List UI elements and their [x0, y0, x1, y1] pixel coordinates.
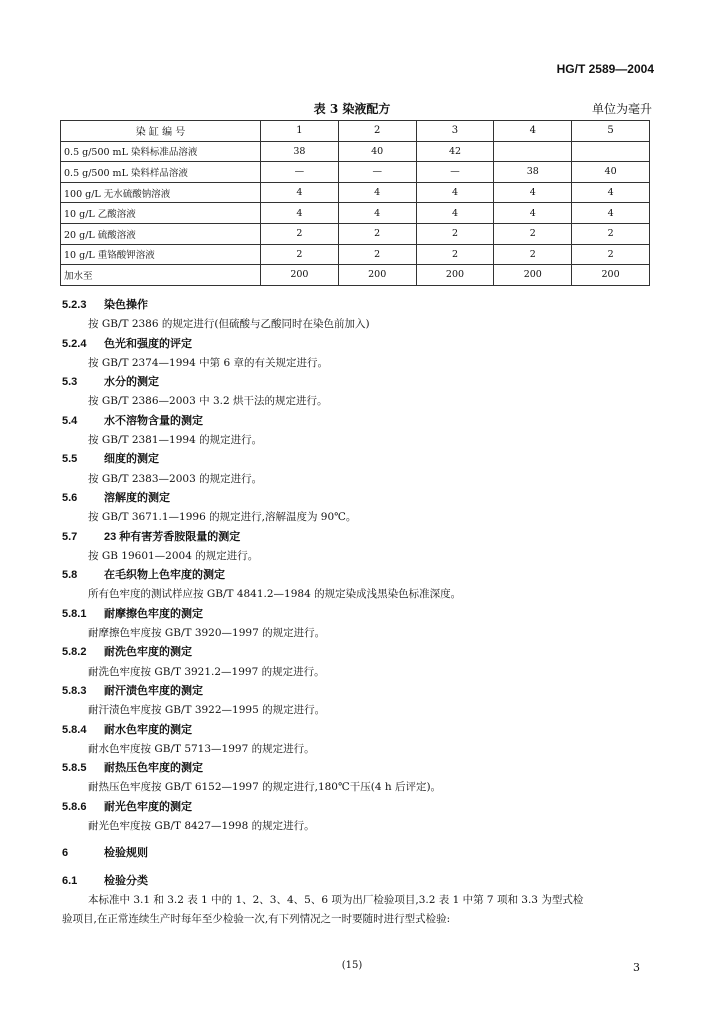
section-text: 按 GB/T 2374—1994 中第 6 章的有关规定进行。 [88, 356, 328, 369]
chapter-heading [62, 844, 662, 863]
table-cell: 2 [416, 223, 494, 244]
table-cell: 4 [572, 203, 650, 224]
section-heading [62, 682, 662, 701]
section-number: 5.8.1 [62, 607, 87, 620]
page-number: 3 [633, 961, 640, 974]
table-cell: 2 [494, 223, 572, 244]
table-cell: 4 [338, 182, 416, 203]
row-label: 20 g/L 硫酸溶液 [61, 223, 261, 244]
table-cell: 2 [261, 244, 339, 265]
section-text: 所有色牢度的测试样应按 GB/T 4841.2—1984 的规定染成浅黑染色标准深度。 [88, 588, 462, 601]
table-row [61, 265, 650, 286]
dye-recipe-table [60, 120, 650, 286]
section-heading [62, 412, 662, 431]
table-cell: 40 [338, 141, 416, 162]
section-heading [62, 872, 662, 891]
row-label: 0.5 g/500 mL 染料标准品溶液 [61, 141, 261, 162]
section-title: 23 种有害芳香胺限量的测定 [104, 530, 241, 543]
section-heading [62, 721, 662, 740]
section-number: 5.8.2 [62, 646, 87, 659]
section-heading [62, 566, 662, 585]
table-header-row [61, 121, 650, 142]
table-cell: 2 [572, 244, 650, 265]
table-row [61, 141, 650, 162]
section-number: 5.2.4 [62, 337, 87, 350]
section-text: 耐光色牢度按 GB/T 8427—1998 的规定进行。 [88, 820, 315, 833]
section-text: 按 GB/T 2381—1994 的规定进行。 [88, 434, 263, 447]
section-number: 5.8.3 [62, 684, 87, 697]
section-text: 耐摩擦色牢度按 GB/T 3920—1997 的规定进行。 [88, 627, 326, 640]
table-cell: 4 [572, 182, 650, 203]
column-header: 2 [338, 121, 416, 142]
section-text: 耐热压色牢度按 GB/T 6152—1997 的规定进行,180℃干压(4 h 后评定)。 [88, 781, 442, 794]
section-text: 按 GB/T 3671.1—1996 的规定进行,溶解温度为 90℃。 [88, 511, 357, 524]
section-text: 按 GB 19601—2004 的规定进行。 [88, 549, 259, 562]
section-number: 5.8.6 [62, 800, 87, 813]
section-title: 耐热压色牢度的测定 [104, 762, 203, 775]
section-text-continued: 验项目,在正常连续生产时每年至少检验一次,有下列情况之一时要随时进行型式检验: [62, 913, 451, 926]
section-number: 5.2.3 [62, 299, 87, 311]
section-title: 耐洗色牢度的测定 [104, 646, 192, 659]
table-cell: — [261, 162, 339, 183]
section-title: 水分的测定 [104, 376, 159, 389]
section-title: 染色操作 [104, 299, 148, 311]
table-row [61, 162, 650, 183]
section-text: 耐汗渍色牢度按 GB/T 3922—1995 的规定进行。 [88, 704, 326, 717]
section-number: 5.5 [62, 453, 78, 466]
section-title: 色光和强度的评定 [104, 337, 192, 350]
table-cell: 200 [494, 265, 572, 286]
section-heading [62, 759, 662, 778]
table-cell: 200 [572, 265, 650, 286]
section-heading [62, 450, 662, 469]
document-body [62, 296, 662, 930]
section-title: 溶解度的测定 [104, 491, 170, 504]
section-text: 按 GB/T 2383—2003 的规定进行。 [88, 472, 263, 485]
section-heading [62, 528, 662, 547]
section-title: 水不溶物含量的测定 [104, 414, 203, 427]
row-label: 10 g/L 重铬酸钾溶液 [61, 244, 261, 265]
table-cell: 2 [572, 223, 650, 244]
section-number: 5.4 [62, 414, 78, 427]
section-text: 按 GB/T 2386 的规定进行(但硫酸与乙酸同时在染色前加入) [88, 318, 370, 331]
table-row [61, 203, 650, 224]
section-heading [62, 489, 662, 508]
table-cell: 4 [261, 182, 339, 203]
table-row [61, 244, 650, 265]
table-cell: 200 [416, 265, 494, 286]
section-number: 6.1 [62, 874, 78, 887]
table-row [61, 182, 650, 203]
section-heading [62, 643, 662, 662]
section-number: 5.8 [62, 569, 78, 582]
table-cell: 40 [572, 162, 650, 183]
row-label: 加水至 [61, 265, 261, 286]
chapter-number: 6 [62, 847, 69, 860]
header-label: 染 缸 编 号 [61, 121, 261, 142]
table-cell: 2 [416, 244, 494, 265]
section-number: 5.7 [62, 530, 78, 543]
table-cell: 2 [338, 244, 416, 265]
section-heading [62, 798, 662, 817]
section-number: 5.8.4 [62, 723, 87, 736]
section-text: 耐水色牢度按 GB/T 5713—1997 的规定进行。 [88, 742, 315, 755]
section-title: 耐光色牢度的测定 [104, 800, 192, 813]
row-label: 100 g/L 无水硫酸钠溶液 [61, 182, 261, 203]
table-cell: 4 [494, 203, 572, 224]
row-label: 0.5 g/500 mL 染料样品溶液 [61, 162, 261, 183]
standard-code: HG/T 2589—2004 [556, 62, 654, 76]
column-header: 4 [494, 121, 572, 142]
table-cell: 200 [261, 265, 339, 286]
section-heading [62, 335, 662, 354]
section-number: 5.3 [62, 376, 78, 389]
section-title: 耐汗渍色牢度的测定 [104, 684, 203, 697]
column-header: 1 [261, 121, 339, 142]
column-header: 5 [572, 121, 650, 142]
table-cell: — [338, 162, 416, 183]
section-text: 本标准中 3.1 和 3.2 表 1 中的 1、2、3、4、5、6 项为出厂检验项目,3.2 表 1 中第 7 项和 3.3 为型式检 [88, 893, 584, 906]
footer-center: (15) [341, 960, 363, 971]
section-title: 检验分类 [104, 874, 148, 887]
table-cell: 42 [416, 141, 494, 162]
section-number: 5.6 [62, 491, 78, 504]
table-cell: 4 [261, 203, 339, 224]
table-cell: 2 [338, 223, 416, 244]
table-cell: 200 [338, 265, 416, 286]
table-cell: 4 [416, 182, 494, 203]
table-cell [572, 141, 650, 162]
section-text: 按 GB/T 2386—2003 中 3.2 烘干法的规定进行。 [88, 395, 328, 408]
section-text: 耐洗色牢度按 GB/T 3921.2—1997 的规定进行。 [88, 665, 325, 678]
table-cell: 2 [494, 244, 572, 265]
table-caption: 表 3 染液配方 [313, 102, 391, 116]
row-label: 10 g/L 乙酸溶液 [61, 203, 261, 224]
table-cell: 38 [261, 141, 339, 162]
table-cell [494, 141, 572, 162]
section-heading [62, 373, 662, 392]
section-number: 5.8.5 [62, 762, 87, 775]
table-cell: 4 [494, 182, 572, 203]
table-cell: 38 [494, 162, 572, 183]
table-cell: 4 [338, 203, 416, 224]
table-cell: 2 [261, 223, 339, 244]
table-cell: — [416, 162, 494, 183]
section-heading [62, 296, 662, 315]
section-title: 细度的测定 [104, 453, 159, 466]
section-title: 耐摩擦色牢度的测定 [104, 607, 203, 620]
table-cell: 4 [416, 203, 494, 224]
column-header: 3 [416, 121, 494, 142]
section-heading [62, 605, 662, 624]
section-title: 耐水色牢度的测定 [104, 723, 192, 736]
chapter-title: 检验规则 [104, 847, 148, 860]
table-unit: 单位为毫升 [591, 102, 652, 116]
section-title: 在毛织物上色牢度的测定 [104, 569, 225, 582]
table-row [61, 223, 650, 244]
